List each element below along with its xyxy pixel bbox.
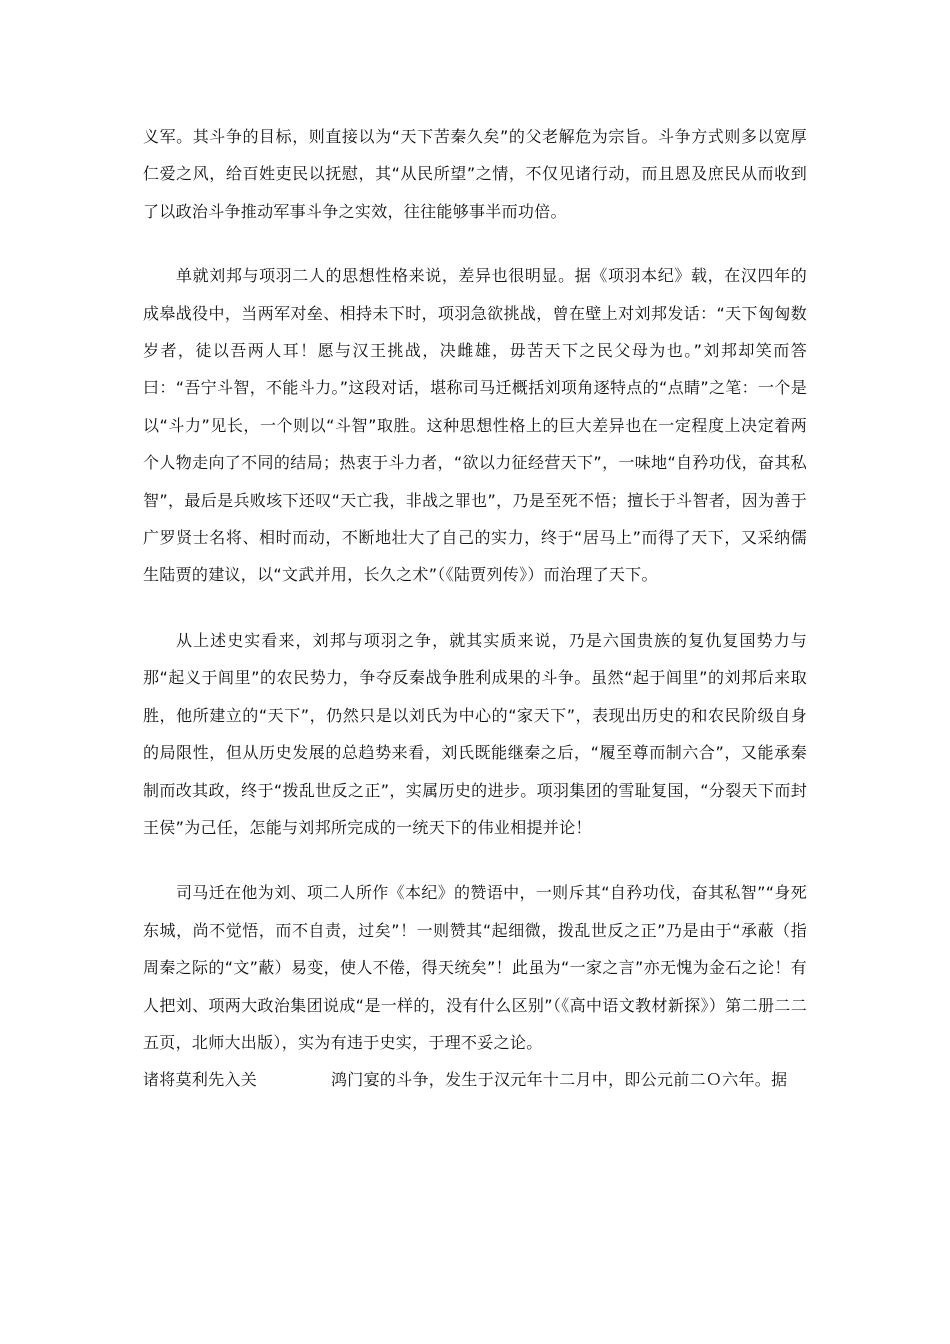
- paragraph-2: 单就刘邦与项羽二人的思想性格来说，差异也很明显。据《项羽本纪》载，在汉四年的成皋战役中，当两军对垒、相持未下时，项羽急欲挑战，曾在壁上对刘邦发话：“天下匈匈数岁者，徒以吾两人耳！愿与汉王挑战，决雌雄，毋苦天下之民父母为也。”刘邦却笑而答曰：“吾宁斗智，不能斗力。”这段对话，堪称司马迁概括刘项角逐特点的“点睛”之笔：一个是以“斗力”见长，一个则以“斗智”取胜。这种思想性格上的巨大差异也在一定程度上决定着两个人物走向了不同的结局；热衷于斗力者，“欲以力征经营天下”，一味地“自矜功伐，奋其私智”，最后是兵败垓下还叹“天亡我，非战之罪也”，乃是至死不悟；擅长于斗智者，因为善于广罗贤士名将、相时而动，不断地壮大了自己的实力，终于“居马上”而得了天下，又采纳儒生陆贾的建议，以“文武并用，长久之术”（《陆贾列传》）而治理了天下。: [143, 266, 807, 585]
- section-heading: 诸将莫利先入关: [143, 1070, 258, 1090]
- paragraph-4: 司马迁在他为刘、项二人所作《本纪》的赞语中，一则斥其“自矜功伐，奋其私智”“身死东城，尚不觉悟，而不自责，过矣”！一则赞其“起细微，拨乱世反之正”乃是由于“承蔽（指周秦之际的“文”蔽）易变，使人不倦，得天统矣”！此虽为“一家之言”亦无愧为金石之论！有人把刘、项两大政治集团说成“是一样的，没有什么区别”（《高中语文教材新探》）第二册二二五页，北师大出版），实为有违于史实，于理不妥之论。: [143, 883, 807, 1052]
- section-line: [143, 1061, 807, 1098]
- section-start-text: 鸿门宴的斗争，发生于汉元年十二月中，即公元前二Ｏ六年。据: [331, 1070, 788, 1090]
- document-page: [143, 118, 807, 1099]
- paragraph-3: 从上述史实看来，刘邦与项羽之争，就其实质来说，乃是六国贵族的复仇复国势力与那“起义于闾里”的农民势力，争夺反秦战争胜利成果的斗争。虽然“起于闾里”的刘邦后来取胜，他所建立的“天下”，仍然只是以刘氏为中心的“家天下”，表现出历史的和农民阶级自身的局限性，但从历史发展的总趋势来看，刘氏既能继秦之后，“履至尊而制六合”，又能承秦制而改其政，终于“拨乱世反之正”，实属历史的进步。项羽集团的雪耻复国，“分裂天下而封王侯”为己任，怎能与刘邦所完成的一统天下的伟业相提并论！: [143, 630, 807, 837]
- paragraph-1: 义军。其斗争的目标，则直接以为“天下苦秦久矣”的父老解危为宗旨。斗争方式则多以宽厚仁爱之风，给百姓吏民以抚慰，其“从民所望”之情，不仅见诸行动，而且恩及庶民从而收到了以政治斗争推动军事斗争之实效，往往能够事半而功倍。: [143, 127, 807, 221]
